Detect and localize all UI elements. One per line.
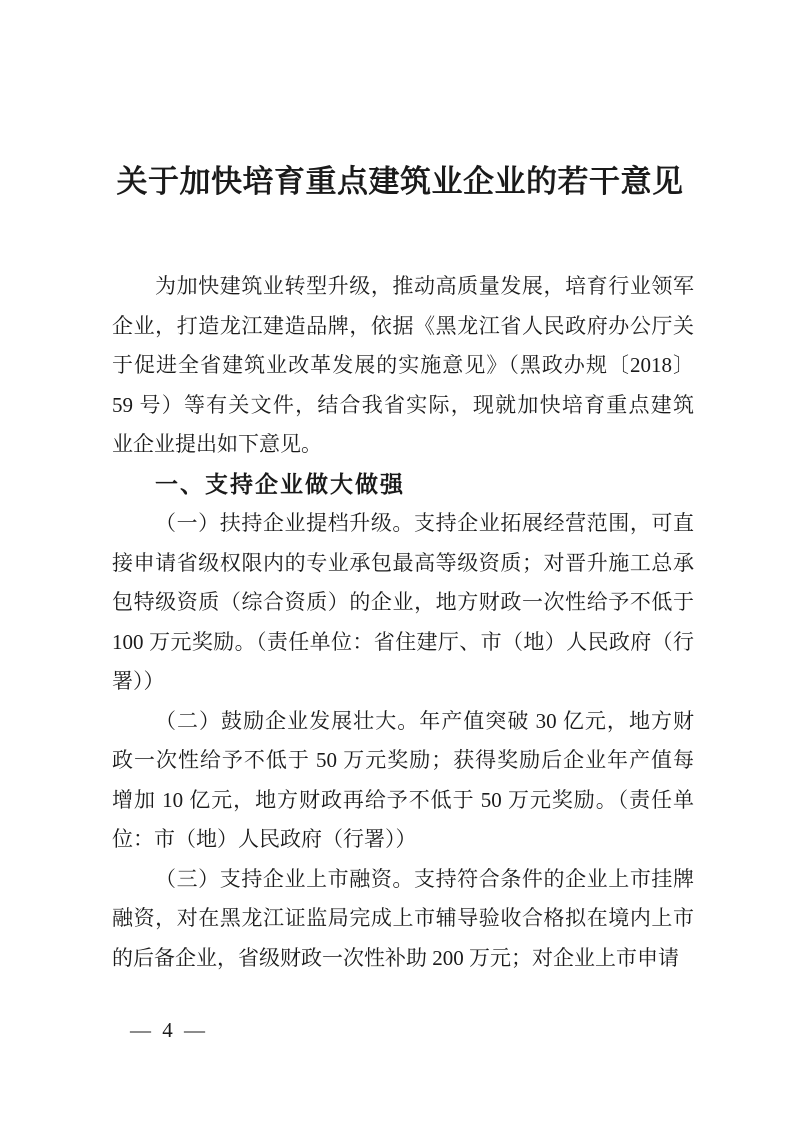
document-title: 关于加快培育重点建筑业企业的若干意见 [116,164,684,199]
text-line: 增加 10 亿元，地方财政再给予不低于 50 万元奖励。（责任单 [112,787,694,812]
text-line: 位：市（地）人民政府（行署）） [112,827,417,851]
text-line: （二）鼓励企业发展壮大。年产值突破 30 亿元，地方财 [155,708,694,733]
page-number: — 4 — [130,1018,208,1042]
document-body [112,267,694,978]
text-line: 政一次性给予不低于 50 万元奖励；获得奖励后企业年产值每 [112,748,694,772]
text-line: 接申请省级权限内的专业承包最高等级资质；对晋升施工总承 [112,550,694,575]
text-line: 100 万元奖励。（责任单位：省住建厅、市（地）人民政府（行 [112,629,694,654]
text-line: 为加快建筑业转型升级，推动高质量发展，培育行业领军 [155,274,694,298]
text-line: （一）扶持企业提档升级。支持企业拓展经营范围，可直 [155,511,694,535]
text-line: 的后备企业，省级财政一次性补助 200 万元；对企业上市申请 [112,945,679,970]
text-line: 企业，打造龙江建造品牌，依据《黑龙江省人民政府办公厅关 [112,313,694,338]
section-heading-line: 一、支持企业做大做强 [155,470,405,497]
text-line: 署）） [112,669,165,693]
text-line: 59 号）等有关文件，结合我省实际，现就加快培育重点建筑 [112,392,694,417]
text-line: 业企业提出如下意见。 [112,432,322,456]
text-line: 包特级资质（综合资质）的企业，地方财政一次性给予不低于 [112,590,694,614]
text-line: （三）支持企业上市融资。支持符合条件的企业上市挂牌 [155,866,694,891]
text-line: 于促进全省建筑业改革发展的实施意见》（黑政办规〔2018〕 [112,353,694,377]
text-line: 融资，对在黑龙江证监局完成上市辅导验收合格拟在境内上市 [112,906,694,930]
